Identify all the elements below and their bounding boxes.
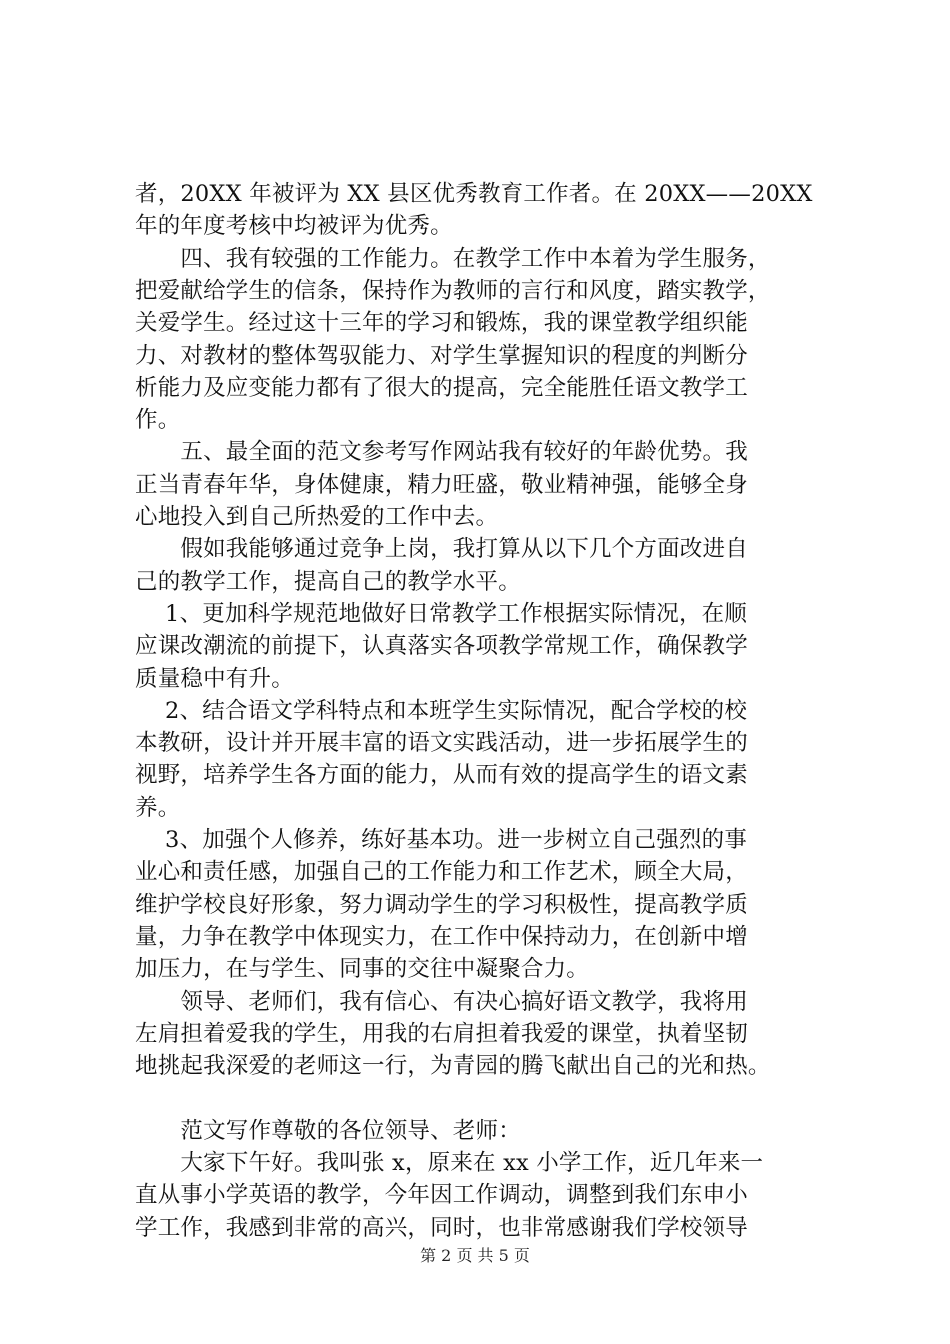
text-line: 应课改潮流的前提下，认真落实各项教学常规工作，确保教学 [135,633,748,660]
text-line: 加压力，在与学生、同事的交往中凝聚合力。 [135,956,590,983]
text-line: 五、最全面的范文参考写作网站我有较好的年龄优势。我 [135,439,748,466]
text-line: 正当青春年华，身体健康，精力旺盛，敬业精神强，能够全身 [135,471,748,498]
text-line: 析能力及应变能力都有了很大的提高，完全能胜任语文教学工 [135,374,748,401]
text-line: 学工作，我感到非常的高兴，同时，也非常感谢我们学校领导 [135,1214,748,1241]
text-line: 维护学校良好形象，努力调动学生的学习积极性，提高教学质 [135,891,748,918]
text-line: 视野，培养学生各方面的能力，从而有效的提高学生的语文素 [135,762,748,789]
text-line: 业心和责任感，加强自己的工作能力和工作艺术，顾全大局， [135,859,748,886]
text-line: 领导、老师们，我有信心、有决心搞好语文教学，我将用 [135,988,748,1015]
text-line: 年的年度考核中均被评为优秀。 [135,213,453,240]
text-line: 直从事小学英语的教学，今年因工作调动，调整到我们东申小 [135,1182,748,1209]
text-line: 心地投入到自己所热爱的工作中去。 [135,504,499,530]
text-line: 把爱献给学生的信条，保持作为教师的言行和风度，踏实教学， [135,277,771,304]
text-line: 3、加强个人修养，练好基本功。进一步树立自己强烈的事 [135,827,748,853]
text-line: 大家下午好。我叫张 x，原来在 xx 小学工作，近几年来一 [135,1150,764,1176]
text-line: 关爱学生。经过这十三年的学习和锻炼，我的课堂教学组织能 [135,310,748,337]
text-line: 本教研，设计并开展丰富的语文实践活动，进一步拓展学生的 [135,730,748,757]
page-footer: 第 2 页 共 5 页 [420,1246,530,1265]
text-line: 地挑起我深爱的老师这一行，为青园的腾飞献出自己的光和热。 [135,1053,771,1080]
text-line: 养。 [135,794,181,821]
text-line: 质量稳中有升。 [135,665,294,692]
text-line: 量，力争在教学中体现实力，在工作中保持动力，在创新中增 [135,923,748,950]
text-line: 2、结合语文学科特点和本班学生实际情况，配合学校的校 [135,697,748,724]
text-line: 作。 [135,407,181,434]
text-line: 左肩担着爱我的学生，用我的右肩担着我爱的课堂，执着坚韧 [135,1020,748,1047]
text-line: 己的教学工作，提高自己的教学水平。 [135,568,521,595]
text-line: 者，20XX 年被评为 XX 县区优秀教育工作者。在 20XX——20XX [135,181,813,207]
text-line: 1、更加科学规范地做好日常教学工作根据实际情况，在顺 [135,600,748,627]
text-line: 范文写作尊敬的各位领导、老师： [135,1117,521,1144]
text-line: 假如我能够通过竞争上岗，我打算从以下几个方面改进自 [135,536,748,563]
text-line: 力、对教材的整体驾驭能力、对学生掌握知识的程度的判断分 [135,342,748,369]
text-line: 四、我有较强的工作能力。在教学工作中本着为学生服务， [135,245,771,272]
